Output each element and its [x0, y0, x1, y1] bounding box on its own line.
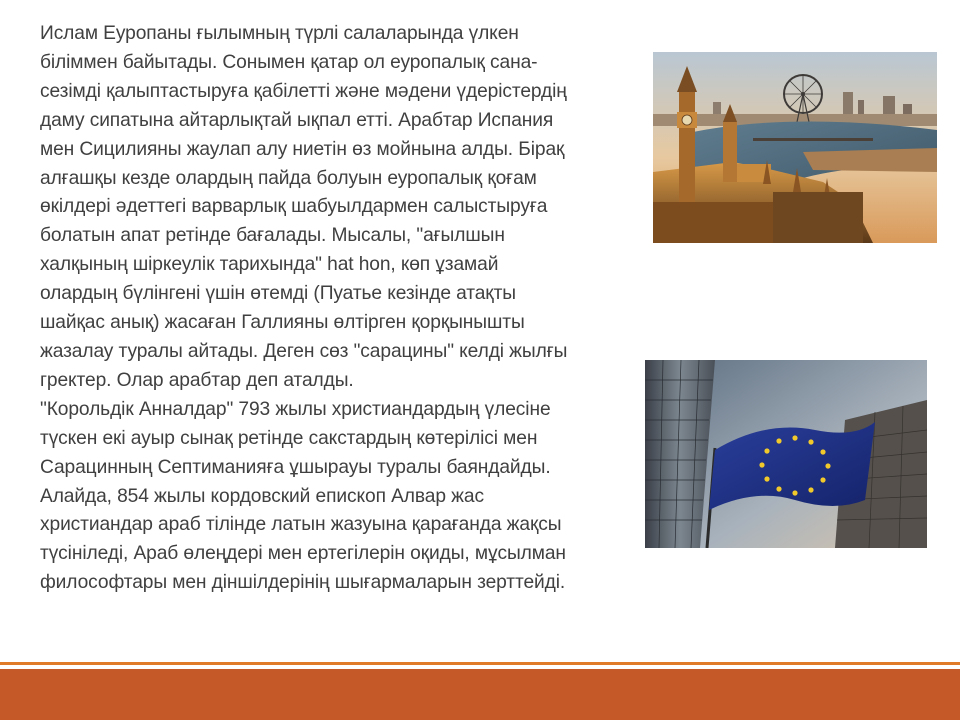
- text-line: гректер. Олар арабтар деп аталды.: [40, 369, 354, 391]
- text-line: болатын апат ретінде бағалады. Мысалы, "ағылшын: [40, 225, 505, 247]
- text-line: олардың бүлінгені үшін өтемді (Пуатье кезінде атақты: [40, 283, 516, 305]
- text-line: мен Сицилияны жаулап алу ниетін өз мойнына алды. Бірақ: [40, 138, 565, 160]
- text-line: халқының шіркеулік тарихында" hat hon, көп ұзамай: [40, 254, 499, 276]
- text-line: Ислам Еуропаны ғылымның түрлі салаларында үлкен: [40, 23, 519, 44]
- footer-band: [0, 669, 960, 720]
- text-line: біліммен байытады. Сонымен қатар ол еуропалық сана-: [40, 51, 538, 73]
- text-line: сезімді қалыптастыруға қабілетті және мәдени үдерістердің: [40, 80, 567, 102]
- text-line: даму сипатына айтарлықтай ықпал етті. Арабтар Испания: [40, 109, 554, 131]
- text-line: өкілдері әдеттегі варварлық шабуылдармен салыстыруға: [40, 196, 548, 218]
- text-line: алғашқы кезде олардың пайда болуын еуропалық қоғам: [40, 167, 537, 189]
- text-line: христиандар араб тілінде латын жазуына қарағанда жақсы: [40, 514, 562, 536]
- text-line: шайқас анық) жасаған Галлияны өлтірген қорқынышты: [40, 312, 525, 334]
- text-line: жазалау туралы айтады. Деген сөз "сарацины" келді жылғы: [40, 340, 568, 362]
- text-line: түсініледі, Араб өлеңдері мен ертегілерін оқиды, мұсылман: [40, 543, 566, 565]
- footer-accent-line: [0, 662, 960, 665]
- text-line: философтары мен діншілдерінің шығармаларын зерттейді.: [40, 572, 566, 594]
- text-line: Сарацинның Септиманияға ұшырауы туралы баяндайды.: [40, 456, 551, 478]
- london-westminster-photo: [653, 52, 937, 243]
- text-line: Алайда, 854 жылы кордовский епископ Алвар жас: [40, 485, 484, 507]
- text-line: түскен екі ауыр сынақ ретінде сакстардың көтерілісі мен: [40, 427, 538, 449]
- eu-flag-photo: [645, 360, 927, 548]
- text-line: "Корольдік Анналдар" 793 жылы христиандардың үлесіне: [40, 398, 551, 420]
- body-text: [40, 20, 700, 598]
